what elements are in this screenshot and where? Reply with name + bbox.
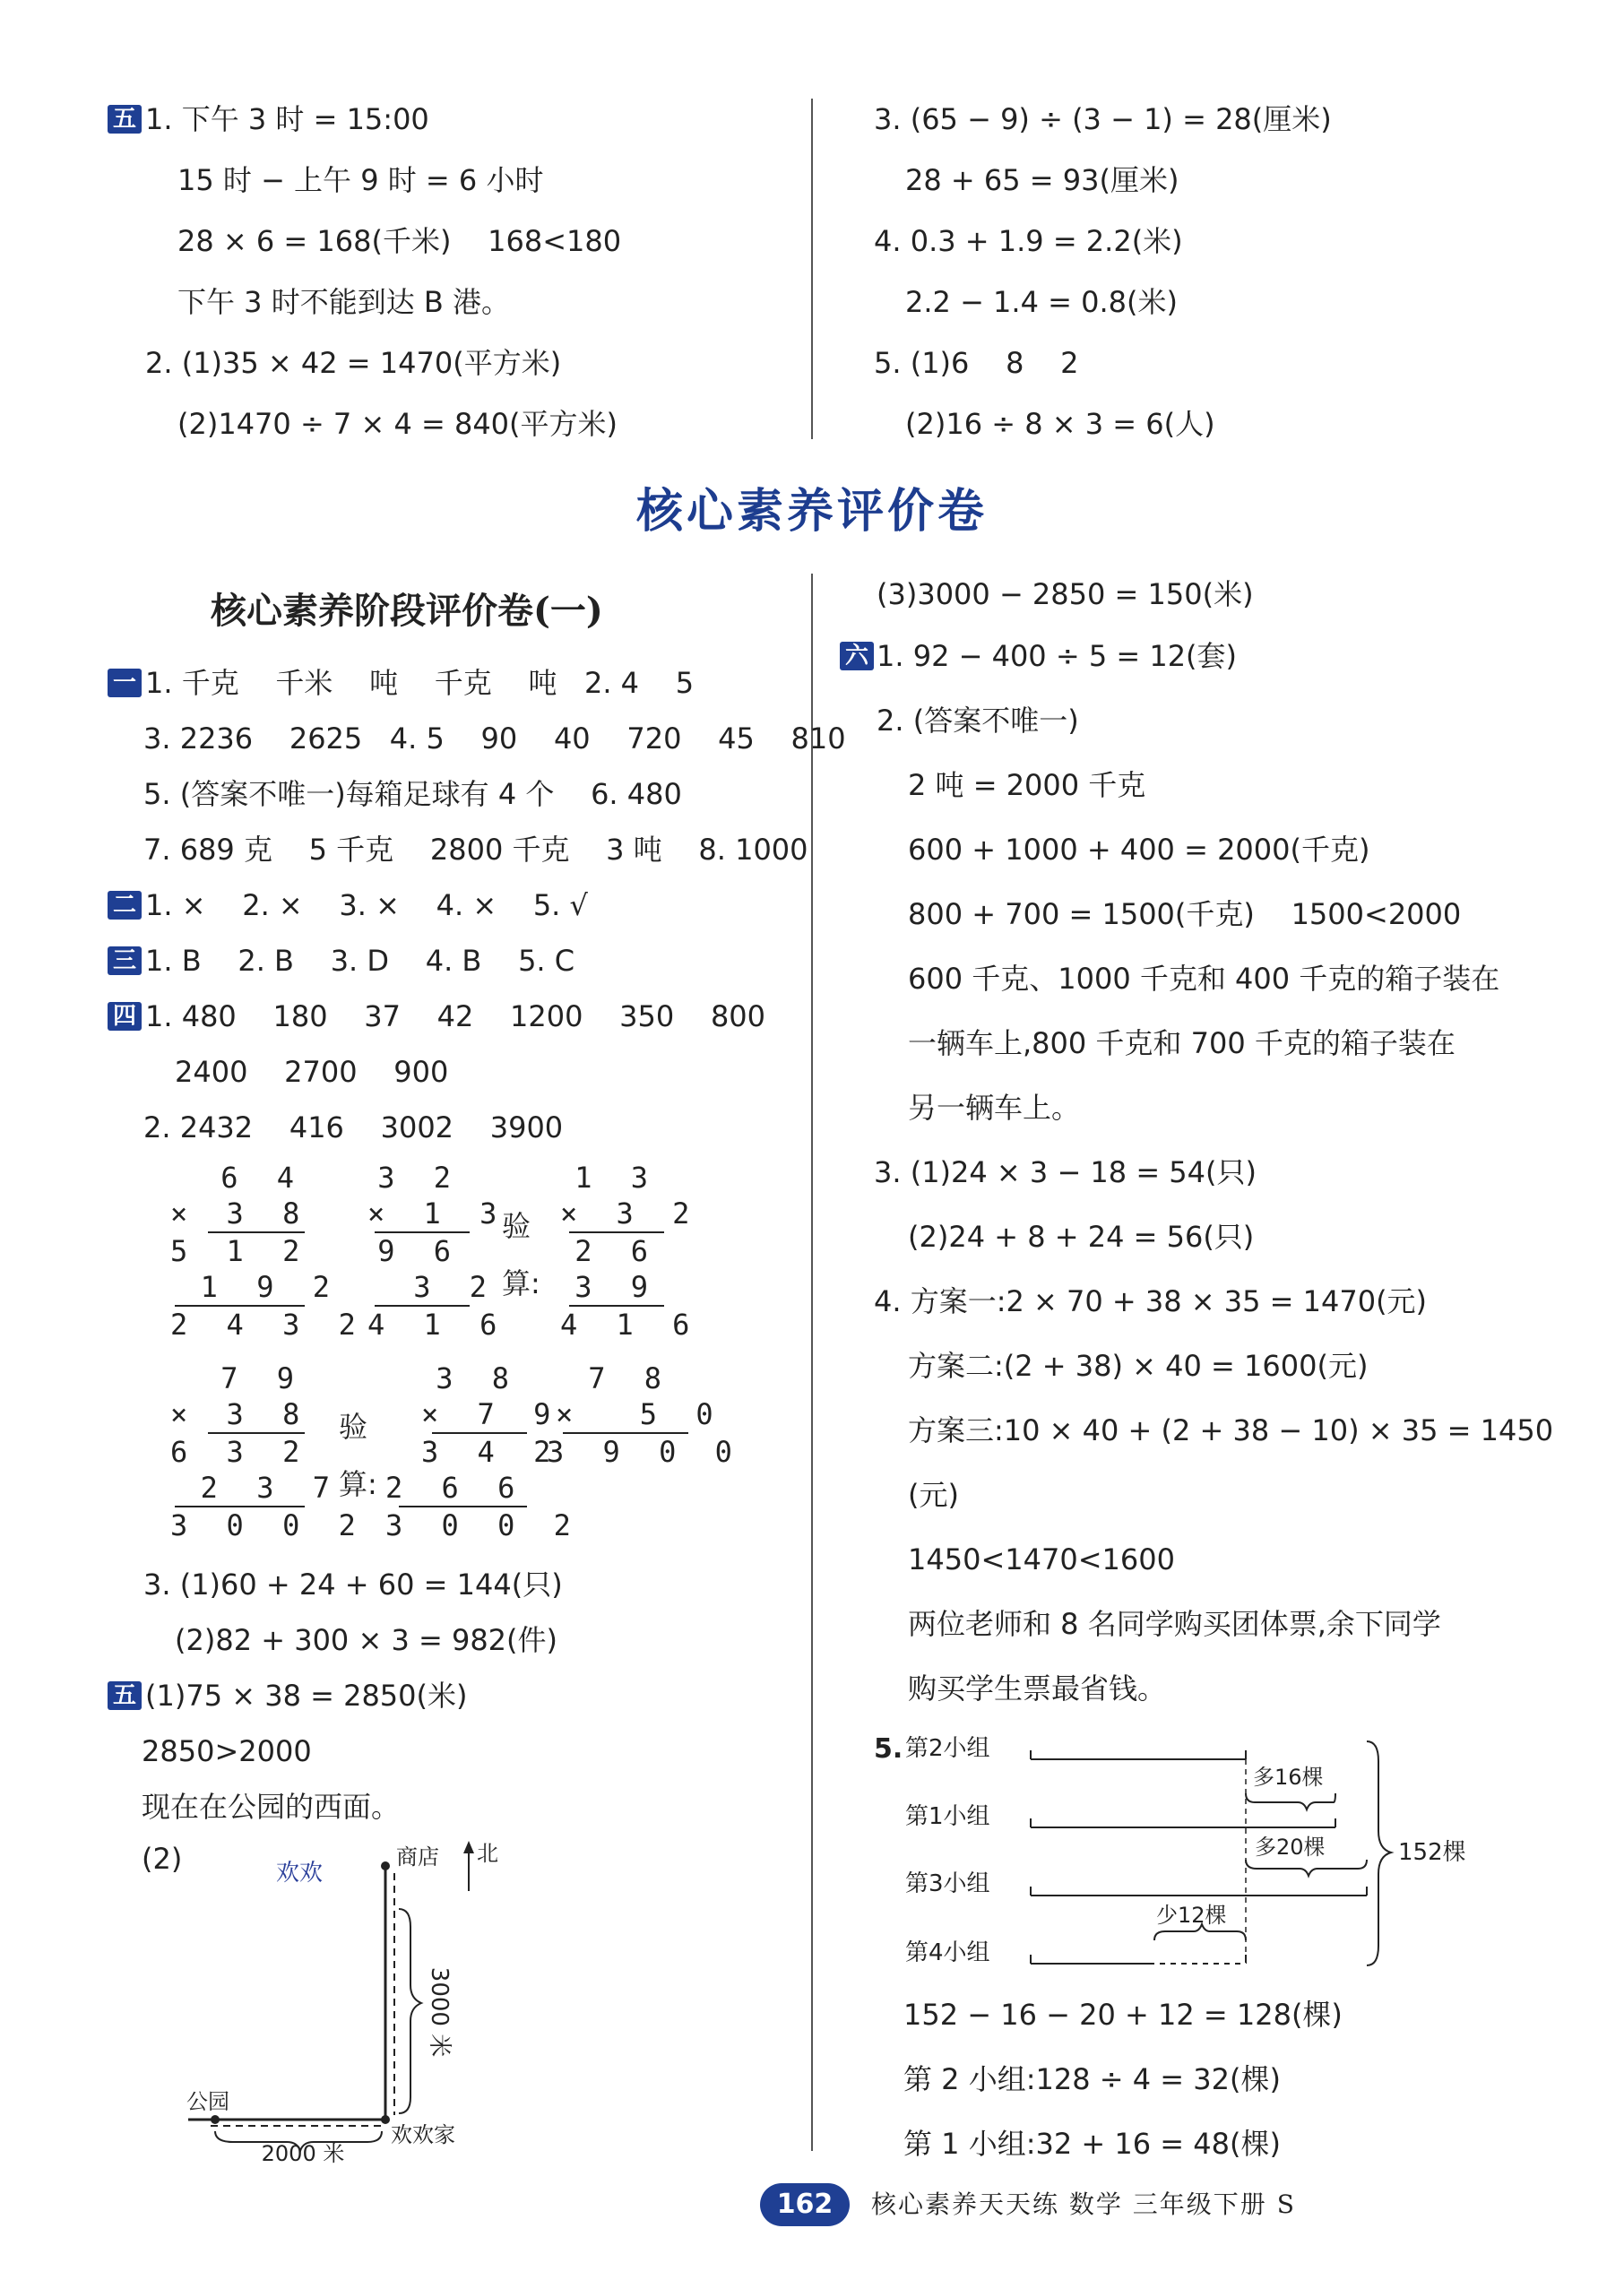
- calc-digit: 4 1 6: [367, 1308, 508, 1342]
- answer-line: 3. (1)60 + 24 + 60 = 144(只): [143, 1568, 563, 1602]
- label-more16: 多16棵: [1253, 1765, 1324, 1790]
- answer-line: 2. (1)35 × 42 = 1470(平方米): [145, 346, 562, 380]
- answer-line: 2. 2432 416 3002 3900: [143, 1110, 564, 1144]
- section-badge-6: 六: [840, 642, 874, 670]
- brace-vertical: [399, 1909, 421, 2113]
- brace-more16: [1246, 1793, 1335, 1809]
- label-group1: 第1小组: [905, 1803, 990, 1830]
- answer-line: 第 2 小组:128 ÷ 4 = 32(棵): [903, 2062, 1281, 2096]
- calc-digit: 2 6 6: [385, 1471, 526, 1505]
- answer-line: (2)82 + 300 × 3 = 982(件): [175, 1623, 558, 1657]
- map-label-north: 北: [477, 1841, 498, 1866]
- calc-digit: 3 2: [413, 1270, 497, 1304]
- verify-label: 算:: [339, 1467, 377, 1501]
- answer-line: 4. 0.3 + 1.9 = 2.2(米): [874, 224, 1183, 258]
- section-badge-1: 一: [108, 669, 142, 697]
- answer-line: 600 千克、1000 千克和 400 千克的箱子装在: [908, 962, 1500, 996]
- map-label-huanhuan: 欢欢: [275, 1860, 323, 1887]
- calc-digit: 7 9: [220, 1361, 305, 1395]
- verify-label: 验: [339, 1410, 368, 1444]
- answer-line: 下午 3 时不能到达 B 港。: [177, 285, 511, 319]
- answer-line: 方案三:10 × 40 + (2 + 38 − 10) × 35 = 1450: [908, 1413, 1554, 1447]
- calc-digit: × 5 0: [556, 1397, 724, 1431]
- answer-line: (3)3000 − 2850 = 150(米): [877, 577, 1254, 611]
- calc-digit: × 1 3: [367, 1196, 508, 1231]
- label-group2: 第2小组: [905, 1735, 990, 1762]
- answer-line: (2)1470 ÷ 7 × 4 = 840(平方米): [177, 407, 618, 441]
- answer-line: 2. (答案不唯一): [877, 704, 1079, 738]
- section-subtitle: 核心素养阶段评价卷(一): [211, 590, 603, 632]
- label-less12: 少12棵: [1156, 1903, 1227, 1928]
- answer-line: (2)24 + 8 + 24 = 56(只): [908, 1220, 1255, 1254]
- verify-label: 算:: [502, 1266, 540, 1300]
- answer-line: 1. 下午 3 时 = 15:00: [145, 102, 429, 136]
- answer-line: 2850>2000: [142, 1734, 312, 1768]
- answer-line: (2): [142, 1842, 183, 1876]
- calc-digit: 3 0 0 2: [385, 1508, 582, 1542]
- label-group4: 第4小组: [905, 1939, 990, 1966]
- answer-line: 1. B 2. B 3. D 4. B 5. C: [145, 944, 575, 978]
- answer-line: 2.2 − 1.4 = 0.8(米): [905, 285, 1178, 319]
- calc-digit: 4 1 6: [560, 1308, 701, 1342]
- calc-digit: 6 3 2: [170, 1435, 311, 1469]
- calc-digit: 1 3: [574, 1161, 659, 1195]
- label-group3: 第3小组: [905, 1870, 990, 1897]
- calc-digit: 5 1 2: [170, 1234, 311, 1268]
- answer-line: (1)75 × 38 = 2850(米): [145, 1679, 468, 1713]
- column-divider-top: [811, 99, 813, 439]
- brace-total: [1367, 1741, 1391, 1965]
- answer-line: 购买学生票最省钱。: [908, 1671, 1167, 1706]
- answer-line: 5. (答案不唯一)每箱足球有 4 个 6. 480: [143, 777, 682, 811]
- calc-digit: 3 4 2: [421, 1435, 562, 1469]
- answer-line: 两位老师和 8 名同学购买团体票,余下同学: [908, 1607, 1441, 1641]
- answer-line: 28 × 6 = 168(千米) 168<180: [177, 224, 622, 258]
- calc-digit: × 3 2: [560, 1196, 701, 1231]
- brace-more20: [1246, 1860, 1367, 1876]
- calc-digit: 7 8: [588, 1361, 672, 1395]
- map-label-shop: 商店: [396, 1844, 439, 1870]
- page-number: 162: [776, 2189, 834, 2220]
- calc-digit: 3 2: [377, 1161, 462, 1195]
- answer-line: 2400 2700 900: [175, 1055, 449, 1089]
- verify-label: 验: [502, 1209, 531, 1243]
- answer-line: 另一辆车上。: [908, 1091, 1081, 1125]
- label-more20: 多20棵: [1255, 1835, 1326, 1860]
- answer-line: 1. 92 − 400 ÷ 5 = 12(套): [877, 639, 1238, 673]
- segment-diagram: [869, 1725, 1497, 1976]
- section-badge-5-top: 五: [108, 105, 142, 134]
- map-label-park: 公园: [186, 2089, 229, 2114]
- map-dist-vertical: 3000 米: [426, 1966, 453, 2058]
- diagram-number: 5.: [874, 1733, 903, 1765]
- column-divider-main: [811, 574, 813, 2151]
- answer-line: 1. × 2. × 3. × 4. × 5. √: [145, 888, 588, 922]
- answer-line: 3. (1)24 × 3 − 18 = 54(只): [874, 1155, 1257, 1189]
- calc-digit: 3 9: [574, 1270, 659, 1304]
- answer-line: 2 吨 = 2000 千克: [908, 768, 1146, 802]
- calc-digit: × 3 8: [170, 1397, 311, 1431]
- north-arrow-head: [463, 1841, 474, 1853]
- answer-line: 800 + 700 = 1500(千克) 1500<2000: [908, 897, 1462, 931]
- calc-digit: 1 9 2: [200, 1270, 341, 1304]
- label-total: 152棵: [1398, 1839, 1466, 1866]
- home-dot: [381, 2115, 390, 2124]
- answer-line: (元): [908, 1478, 959, 1512]
- footer-text: 核心素养天天练 数学 三年级下册 S: [871, 2189, 1296, 2219]
- calc-digit: 3 0 0 2: [170, 1508, 367, 1542]
- calc-digit: 6 4: [220, 1161, 305, 1195]
- calc-digit: 3 8: [436, 1361, 520, 1395]
- section-badge-4: 四: [108, 1002, 142, 1031]
- section-badge-3: 三: [108, 946, 142, 975]
- calc-digit: 2 4 3 2: [170, 1308, 367, 1342]
- calc-digit: 2 6: [574, 1234, 659, 1268]
- calc-digit: × 7 9: [421, 1397, 562, 1431]
- answer-line: 152 − 16 − 20 + 12 = 128(棵): [903, 1998, 1343, 2032]
- answer-line: 5. (1)6 8 2: [874, 346, 1079, 380]
- calc-digit: × 3 8: [170, 1196, 311, 1231]
- page-title: 核心素养评价卷: [635, 485, 988, 539]
- park-dot: [211, 2115, 220, 2124]
- map-dist-horizontal: 2000 米: [261, 2141, 345, 2166]
- answer-line: 3. (65 − 9) ÷ (3 − 1) = 28(厘米): [874, 102, 1332, 136]
- section-badge-5: 五: [108, 1681, 142, 1710]
- answer-line: 7. 689 克 5 千克 2800 千克 3 吨 8. 1000: [143, 833, 808, 867]
- calc-digit: 2 3 7: [200, 1471, 341, 1505]
- answer-line: 1450<1470<1600: [908, 1542, 1175, 1576]
- answer-line: 3. 2236 2625 4. 5 90 40 720 45 810: [143, 721, 846, 756]
- answer-line: 28 + 65 = 93(厘米): [905, 163, 1179, 197]
- map-label-home: 欢欢家: [391, 2122, 455, 2147]
- section-badge-2: 二: [108, 891, 142, 920]
- answer-line: 4. 方案一:2 × 70 + 38 × 35 = 1470(元): [874, 1284, 1428, 1318]
- answer-line: 方案二:(2 + 38) × 40 = 1600(元): [908, 1349, 1369, 1383]
- answer-line: 600 + 1000 + 400 = 2000(千克): [908, 833, 1370, 867]
- calc-digit: 9 6: [377, 1234, 462, 1268]
- answer-line: 15 时 − 上午 9 时 = 6 小时: [177, 163, 544, 197]
- calc-digit: 3 9 0 0: [547, 1435, 743, 1469]
- answer-line: 现在在公园的西面。: [142, 1790, 401, 1824]
- answer-line: 1. 480 180 37 42 1200 350 800: [145, 999, 766, 1033]
- answer-line: 第 1 小组:32 + 16 = 48(棵): [903, 2127, 1281, 2161]
- answer-line: (2)16 ÷ 8 × 3 = 6(人): [905, 407, 1215, 441]
- route-map: [170, 1828, 529, 2169]
- answer-line: 一辆车上,800 千克和 700 千克的箱子装在: [908, 1026, 1456, 1060]
- answer-line: 1. 千克 千米 吨 千克 吨 2. 4 5: [145, 666, 695, 700]
